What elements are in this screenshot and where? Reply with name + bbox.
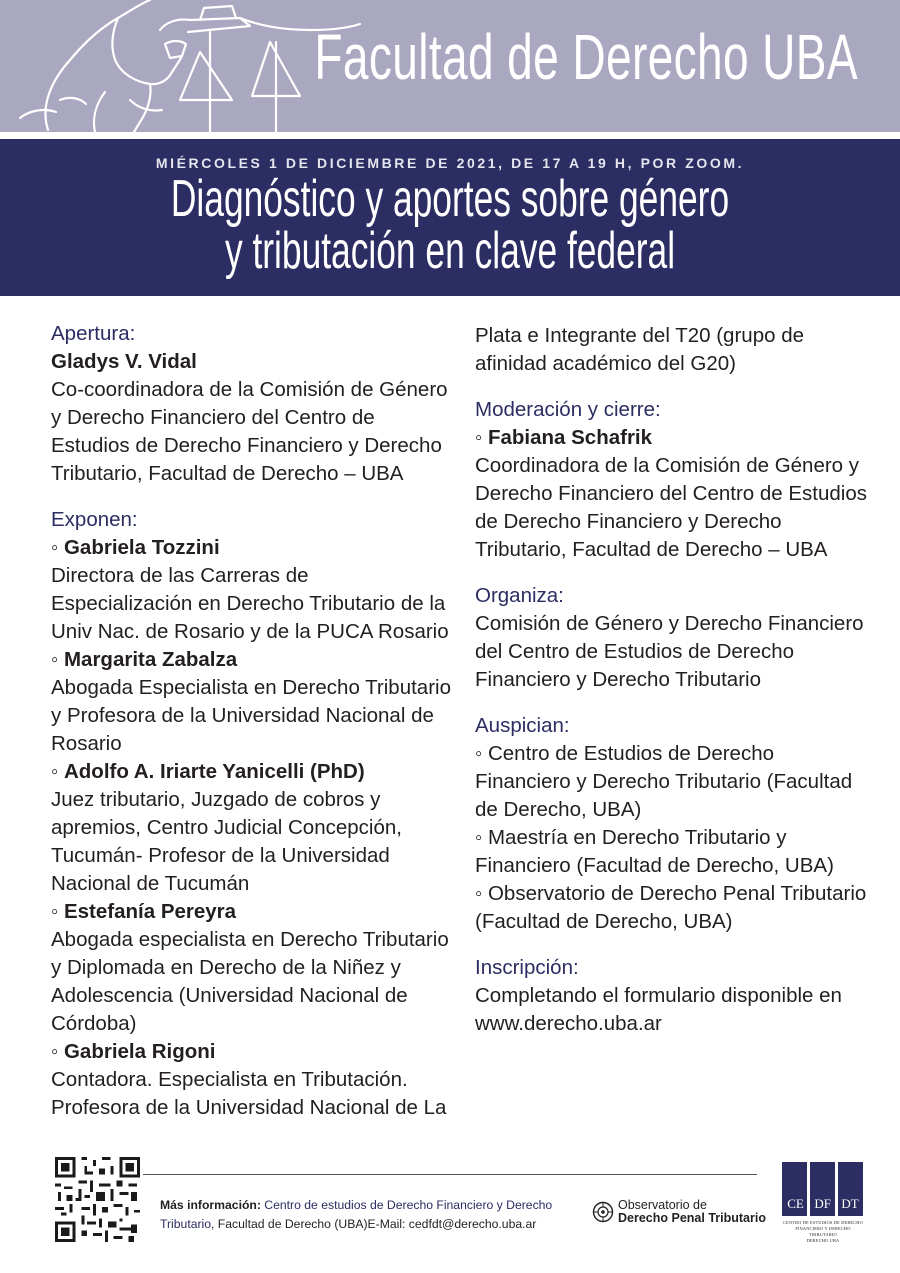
- cedf-caption-line2: DERECHO UBA: [806, 1238, 840, 1243]
- apertura-desc: Co-coordinadora de la Comisión de Género y Derecho Financiero del Centro de Estudios de Derecho Financiero y Derecho Tributario, Facultad de Derecho – UBA: [51, 378, 448, 485]
- apertura-name: Gladys V. Vidal: [51, 350, 197, 373]
- event-title: [144, 170, 756, 280]
- right-column: [475, 322, 875, 1038]
- speaker-name: ◦ Estefanía Pereyra: [51, 898, 451, 926]
- speaker-desc: Abogada Especialista en Derecho Tributario y Profesora de la Universidad Nacional de Rosario: [51, 676, 451, 755]
- event-title-line1: Diagnóstico y aportes sobre género: [170, 170, 730, 228]
- speaker-name: ◦ Margarita Zabalza: [51, 646, 451, 674]
- cedf-letter: DT: [841, 1196, 859, 1211]
- cedf-caption-line1: CENTRO DE ESTUDIOS DE DERECHO FINANCIERO Y DERECHO TRIBUTARIO: [783, 1220, 863, 1237]
- faculty-title: Facultad de Derecho UBA: [314, 21, 858, 93]
- speaker-name: ◦ Gabriela Rigoni: [51, 1038, 451, 1066]
- inscripcion-label: Inscripción:: [475, 956, 579, 979]
- event-banner: [0, 139, 900, 296]
- moderacion-desc: Coordinadora de la Comisión de Género y Derecho Financiero del Centro de Estudios de Derecho Financiero y Derecho Tributario, Facultad de Derecho – UBA: [475, 454, 867, 561]
- speaker-desc: Directora de las Carreras de Especialización en Derecho Tributario de la Univ Nac. de Rosario y de la PUCA Rosario: [51, 564, 449, 643]
- organiza-label: Organiza:: [475, 584, 564, 607]
- cedf-letter: DF: [814, 1196, 831, 1211]
- observatorio-line1: Observatorio de: [618, 1198, 707, 1212]
- organiza-desc: Comisión de Género y Derecho Financiero del Centro de Estudios de Derecho Financiero y Derecho Tributario: [475, 612, 864, 691]
- speaker-desc: Contadora. Especialista en Tributación. Profesora de la Universidad Nacional de La: [51, 1068, 447, 1119]
- cedf-caption: [782, 1220, 864, 1244]
- observatorio-logo: [590, 1198, 770, 1230]
- qr-code[interactable]: [55, 1157, 140, 1242]
- auspician-label: Auspician:: [475, 714, 570, 737]
- sponsor-item: ◦ Maestría en Derecho Tributario y Financiero (Facultad de Derecho, UBA): [475, 824, 875, 880]
- more-info-rest: , Facultad de Derecho (UBA)E-Mail: cedfdt@derecho.uba.ar: [211, 1217, 537, 1231]
- event-title-line2: y tributación en clave federal: [224, 222, 676, 280]
- observatorio-emblem-icon: [592, 1201, 614, 1223]
- footer-divider: [143, 1174, 757, 1175]
- header-band: [0, 0, 900, 132]
- inscripcion-desc: Completando el formulario disponible en www.derecho.uba.ar: [475, 984, 842, 1035]
- speaker-desc: Abogada especialista en Derecho Tributario y Diplomada en Derecho de la Niñez y Adolescencia (Universidad Nacional de Córdoba): [51, 928, 449, 1035]
- exponen-label: Exponen:: [51, 508, 138, 531]
- cedf-letter: CE: [787, 1196, 804, 1211]
- sponsor-item: ◦ Centro de Estudios de Derecho Financiero y Derecho Tributario (Facultad de Derecho, UBA): [475, 740, 875, 824]
- sponsor-item: ◦ Observatorio de Derecho Penal Tributario (Facultad de Derecho, UBA): [475, 880, 875, 936]
- more-info-label: Más información:: [160, 1198, 261, 1212]
- more-info-link[interactable]: Centro de estudios de Derecho Financiero y Derecho Tributario: [160, 1198, 553, 1231]
- speaker-desc-continuation: Plata e Integrante del T20 (grupo de afinidad académico del G20): [475, 324, 804, 375]
- cedfdt-logo: [782, 1162, 864, 1250]
- observatorio-line2: Derecho Penal Tributario: [618, 1211, 766, 1225]
- apertura-label: Apertura:: [51, 322, 136, 345]
- more-info: [160, 1196, 580, 1234]
- speaker-desc: Juez tributario, Juzgado de cobros y apremios, Centro Judicial Concepción, Tucumán- Profesor de la Universidad Nacional de Tucumán: [51, 788, 402, 895]
- left-column: [51, 320, 451, 1122]
- moderacion-label: Moderación y cierre:: [475, 398, 661, 421]
- event-date: MIÉRCOLES 1 DE DICIEMBRE DE 2021, DE 17 A 19 H, POR ZOOM.: [155, 155, 745, 171]
- moderacion-name: ◦ Fabiana Schafrik: [475, 424, 875, 452]
- speaker-name: ◦ Adolfo A. Iriarte Yanicelli (PhD): [51, 758, 451, 786]
- speaker-name: ◦ Gabriela Tozzini: [51, 534, 451, 562]
